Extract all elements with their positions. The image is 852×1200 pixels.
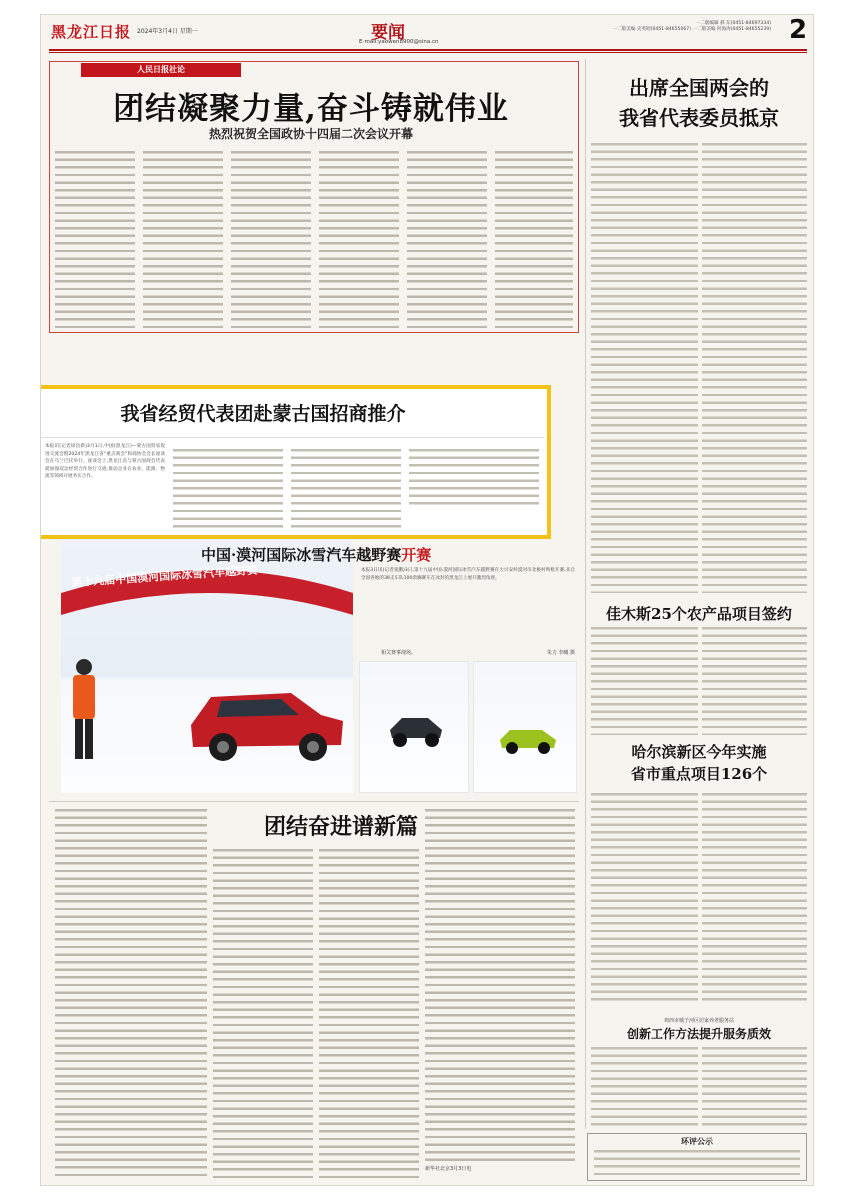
rally-lead: 本报3日讯(记者张鹏)3日,第十九届中国·漠河国际冰雪汽车越野赛在大兴安岭漠河市北极村鸣枪开赛,来自全国各地的38支车队100余辆赛车在冰封的黑龙江上展开激烈角逐。 — [361, 568, 575, 581]
newspaper-page — [40, 14, 814, 1186]
text-column — [495, 149, 573, 329]
service-headline: 创新工作方法提升服务质效 — [626, 1027, 771, 1041]
editorial-ribbon: 人民日报社论 — [81, 63, 241, 77]
editor-contact-line: 一二版编辑 郝 东(0451-84697334) — [695, 21, 771, 26]
highlight-rule — [40, 437, 545, 438]
unity-body-col4 — [425, 807, 575, 1161]
headline-line: 我省代表委员抵京 — [619, 106, 779, 130]
green-car-icon — [496, 722, 560, 754]
gutter — [698, 141, 702, 593]
rally-thumb-buggy — [359, 661, 469, 793]
buggy-icon — [384, 712, 448, 748]
unity-body-col2 — [213, 847, 313, 1179]
highlight-body-col — [409, 447, 539, 507]
section-rule — [49, 801, 579, 802]
text-column — [143, 149, 223, 329]
headline-line: 省市重点项目126个 — [630, 765, 768, 783]
unity-headline: 团结奋进谱新篇 — [263, 814, 418, 840]
harbin-headline — [591, 741, 807, 785]
delegates-headline — [591, 73, 807, 133]
unity-body-col3 — [319, 847, 419, 1179]
text-column — [55, 149, 135, 329]
environment-notice — [587, 1133, 807, 1181]
masthead-rule-thin — [49, 52, 807, 53]
editorial-subheadline: 热烈祝贺全国政协十四届二次会议开幕 — [208, 127, 413, 141]
notice-title: 环评公示 — [681, 1137, 713, 1146]
highlight-body-col — [173, 447, 283, 531]
rally-headline-text: 中国·漠河国际冰雪汽车越野赛 — [201, 546, 402, 564]
gutter — [698, 1045, 702, 1129]
column-divider — [585, 59, 586, 1129]
section-title: 要闻 — [371, 23, 405, 43]
service-kicker: 鸡西市城子河区居家养老服务站 — [663, 1018, 734, 1024]
headline-line: 出席全国两会的 — [629, 76, 769, 100]
marshal-figure — [61, 655, 105, 765]
text-column — [231, 149, 311, 329]
jiamusi-headline: 佳木斯25个农产品项目签约 — [606, 605, 792, 623]
highlight-body-col — [291, 447, 401, 531]
text-column — [319, 149, 399, 329]
issue-date: 2024年3月4日 星期一 — [137, 28, 198, 35]
rally-caption: 相关赛事现场。 — [381, 650, 417, 656]
gutter — [698, 791, 702, 1005]
headline-line: 哈尔滨新区今年实施 — [631, 743, 767, 761]
gutter — [698, 625, 702, 735]
unity-credit: 新华社北京3月3日电 — [425, 1166, 472, 1172]
text-column — [407, 149, 487, 329]
notice-body — [594, 1148, 800, 1178]
rally-headline — [201, 544, 601, 565]
highlight-lead: 本报讯(记者徐昌新)3月1日,中国(黑龙江)—蒙古国贸易促进交流会暨2024年黑龙江省“重点商会”和商协会会长座谈会在乌兰巴托举行。座谈会上,黑龙江省与蒙古国商会代表就加强双边经贸合作进行交流,推动企业在农业、能源、物流等领域开展务实合作。 — [45, 444, 165, 480]
rally-headline-tag: 开赛 — [401, 546, 432, 564]
editor-contact-line: 一二版美编 史英昭(0451-84655067) 一二版美编 何海涛(0451-84655239) — [612, 27, 771, 32]
rally-credit: 朱力 李曦 摄 — [546, 650, 575, 656]
highlighted-story — [40, 385, 551, 539]
rally-photo — [61, 535, 353, 793]
page-number: 2 — [789, 15, 808, 45]
arch-banner-text: 第十九届中国漠河国际冰雪汽车越野赛 — [70, 563, 259, 590]
highlight-headline: 我省经贸代表团赴蒙古国招商推介 — [120, 403, 406, 425]
red-rally-car — [181, 675, 351, 765]
unity-body-col1 — [55, 807, 207, 1179]
editor-contacts — [511, 21, 771, 33]
newspaper-logo: 黑龙江日报 — [51, 23, 132, 41]
editorial-headline: 团结凝聚力量,奋斗铸就伟业 — [113, 91, 509, 127]
rally-thumb-green-car — [473, 661, 577, 793]
editorial-body — [55, 149, 573, 329]
masthead-rule — [49, 49, 807, 51]
section-email: E-mail:yaowen8900@sina.cn — [359, 39, 439, 45]
